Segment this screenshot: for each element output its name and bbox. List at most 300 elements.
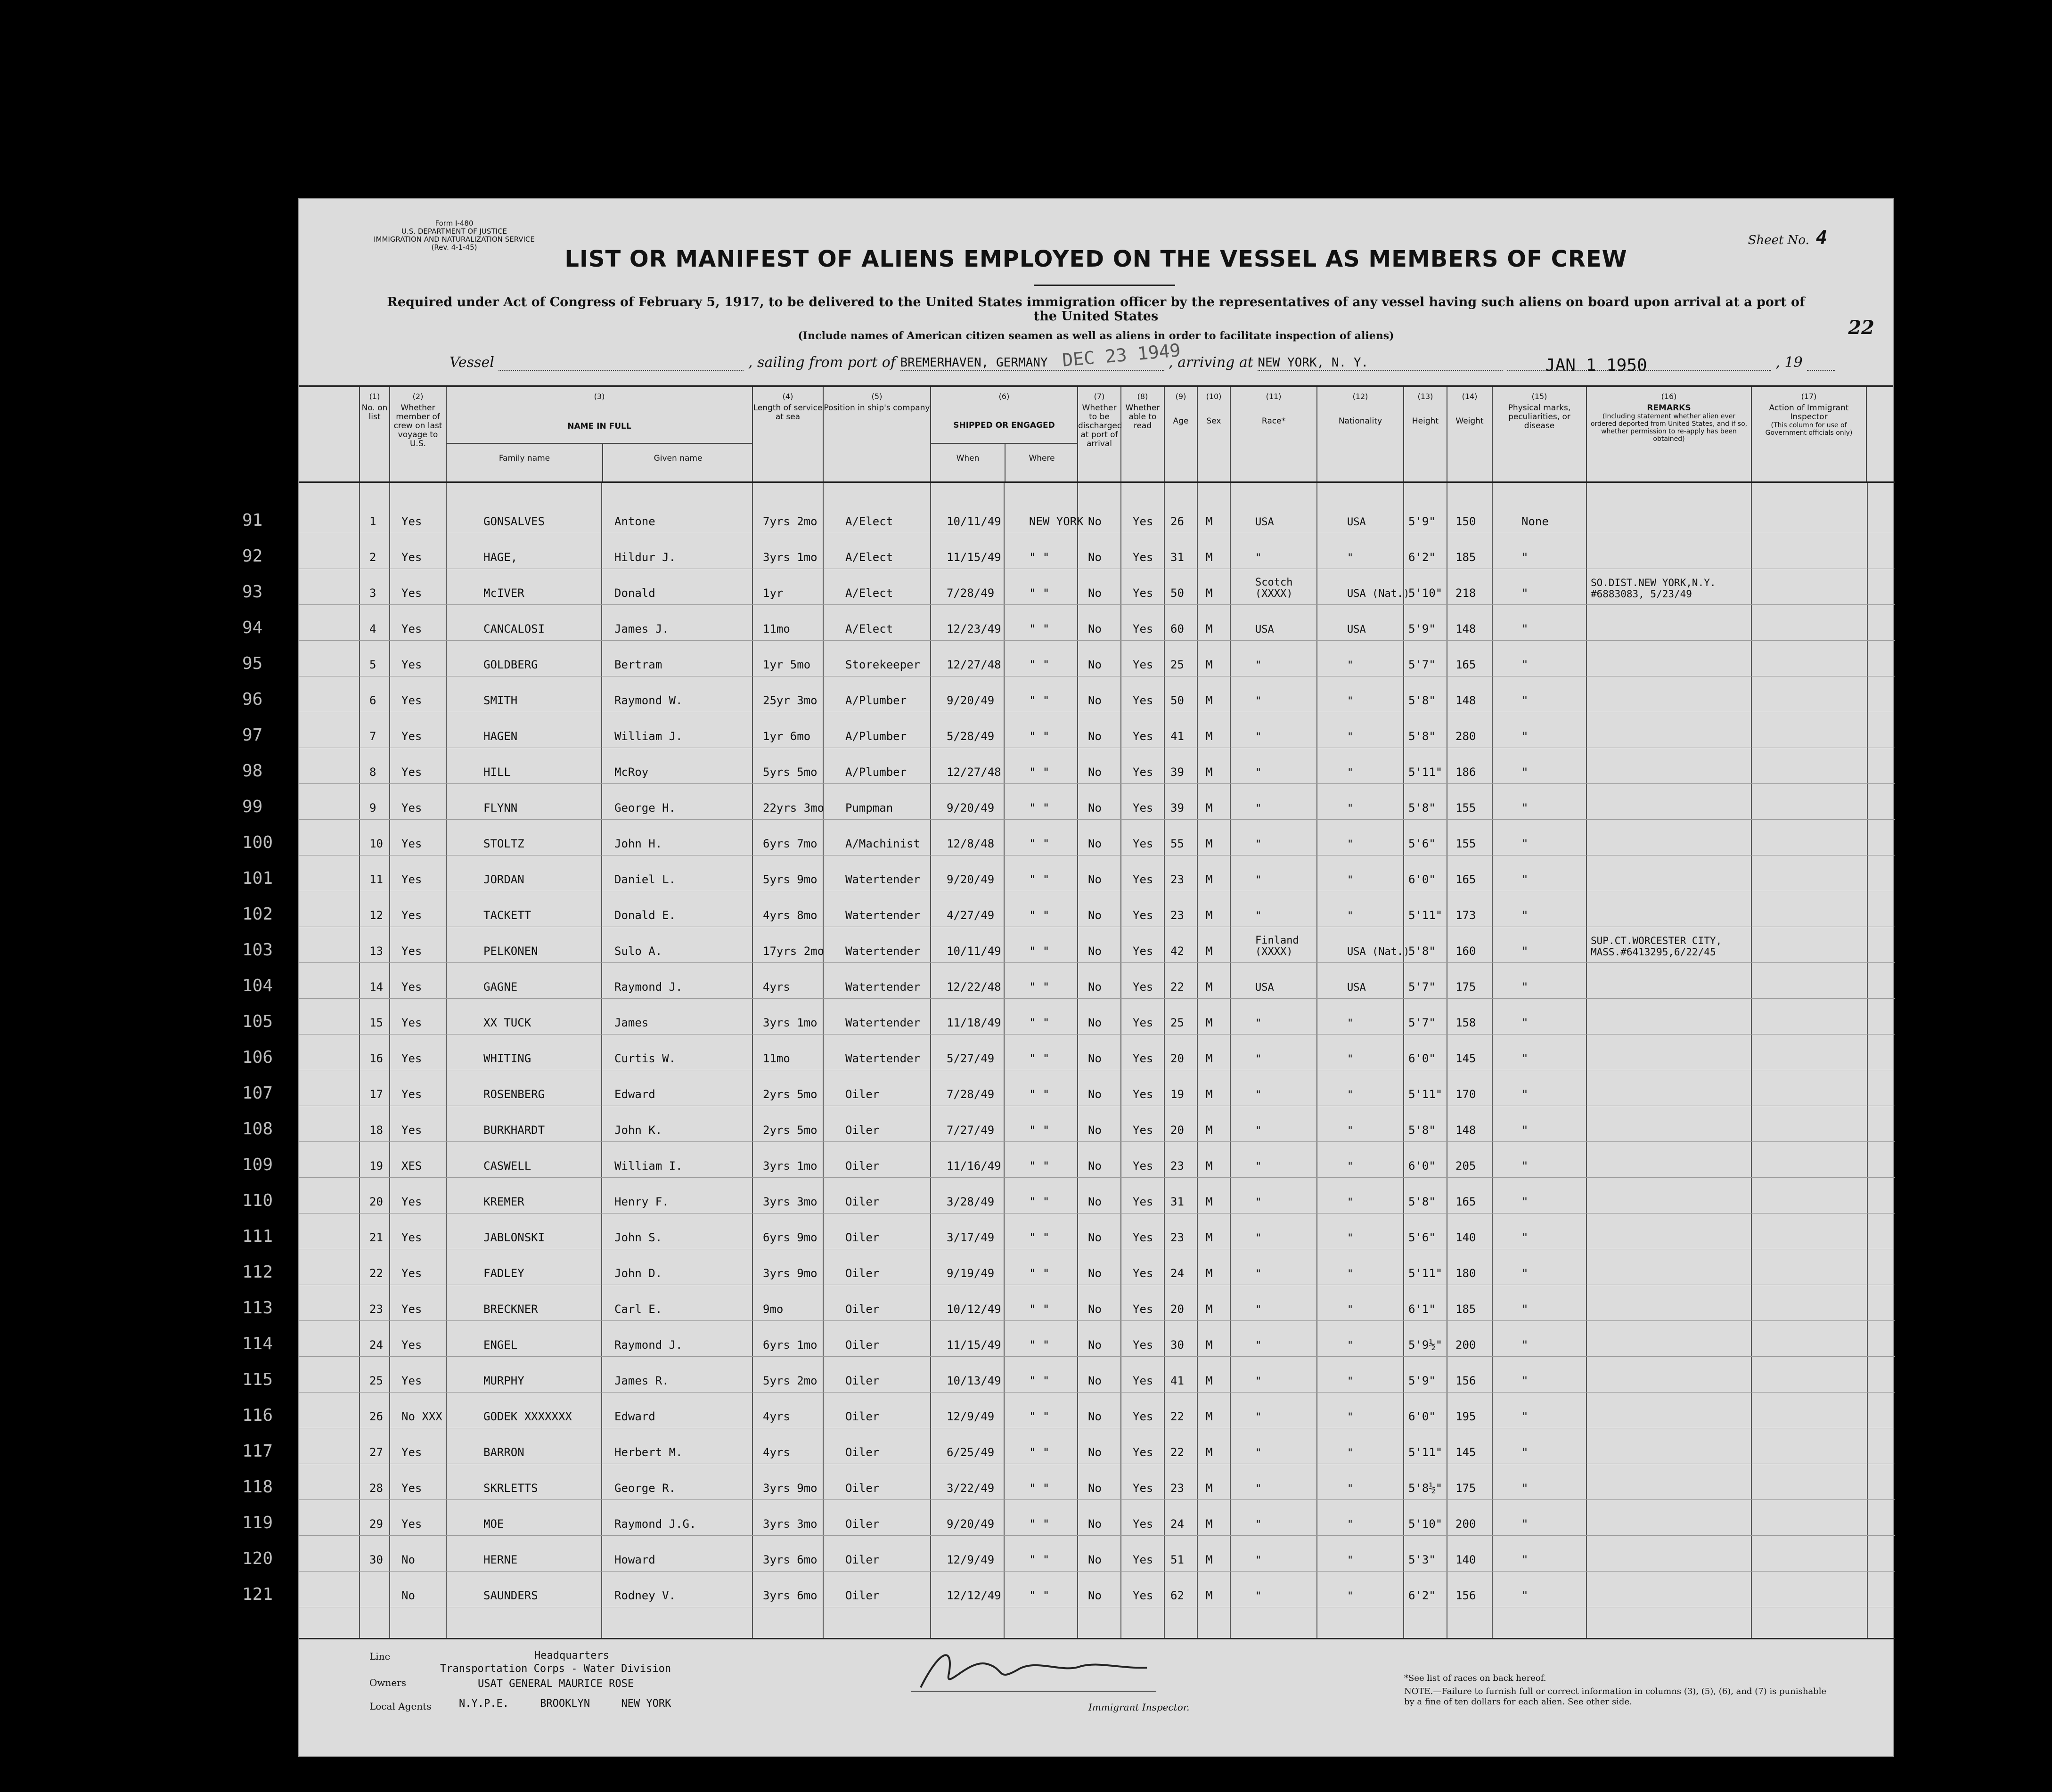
cell-no: 27	[369, 1446, 383, 1459]
header-number: (2)	[412, 392, 424, 401]
cell-height: 5'7"	[1408, 980, 1436, 994]
cell-weight: 173	[1455, 909, 1476, 922]
cell-nat: "	[1347, 1555, 1354, 1566]
cell-sex: M	[1206, 945, 1213, 958]
cell-weight: 155	[1455, 837, 1476, 850]
cell-given: James R.	[614, 1374, 669, 1387]
cell-position: A/Elect	[845, 515, 893, 528]
cell-no: 1	[369, 515, 376, 528]
cell-sex: M	[1206, 1410, 1213, 1423]
line-number: 94	[242, 618, 263, 637]
cell-read: Yes	[1133, 1338, 1153, 1352]
cell-family: BRECKNER	[483, 1303, 538, 1316]
cell-no: 23	[369, 1303, 383, 1316]
table-header	[299, 387, 1895, 481]
cell-height: 6'2"	[1408, 551, 1436, 564]
cell-family: HAGE,	[483, 551, 518, 564]
cell-nat: USA	[1347, 516, 1366, 528]
cell-sex: M	[1206, 1517, 1213, 1531]
cell-given: George H.	[614, 801, 676, 815]
cell-race: "	[1255, 1340, 1262, 1352]
table-row	[242, 1106, 1895, 1142]
cell-marks: "	[1521, 1088, 1529, 1101]
cell-age: 24	[1170, 1517, 1184, 1531]
cell-crew: Yes	[401, 801, 422, 815]
cell-read: Yes	[1133, 1159, 1153, 1173]
header-weight	[1447, 387, 1492, 481]
cell-disch: No	[1088, 1517, 1102, 1531]
cell-height: 6'2"	[1408, 1589, 1436, 1602]
cell-race: "	[1255, 1053, 1262, 1065]
header-given-name: Given name	[602, 443, 753, 481]
line-number: 115	[242, 1370, 273, 1389]
header-label: Sex	[1206, 416, 1221, 426]
header-label: REMARKS	[1647, 403, 1691, 413]
cell-when: 5/27/49	[947, 1052, 995, 1065]
cell-age: 24	[1170, 1267, 1184, 1280]
cell-when: 10/12/49	[947, 1303, 1001, 1316]
cell-crew: Yes	[401, 1374, 422, 1387]
cell-read: Yes	[1133, 694, 1153, 707]
cell-given: John K.	[614, 1124, 662, 1137]
cell-crew: Yes	[401, 1517, 422, 1531]
cell-when: 3/22/49	[947, 1482, 995, 1495]
table-row	[242, 1428, 1895, 1464]
table-row	[242, 1213, 1895, 1249]
header-number: (4)	[782, 392, 793, 401]
cell-race: USA	[1255, 516, 1274, 528]
cell-disch: No	[1088, 694, 1102, 707]
cell-read: Yes	[1133, 730, 1153, 743]
header-number: (8)	[1137, 392, 1148, 401]
cell-no: 13	[369, 945, 383, 958]
cell-no: 19	[369, 1159, 383, 1173]
cell-when: 9/20/49	[947, 801, 995, 815]
cell-race: "	[1255, 1376, 1262, 1387]
cell-height: 5'8½"	[1408, 1482, 1443, 1495]
cell-position: Oiler	[845, 1410, 880, 1423]
cell-read: Yes	[1133, 1052, 1153, 1065]
year-field	[1807, 356, 1835, 371]
cell-age: 39	[1170, 766, 1184, 779]
cell-disch: No	[1088, 1446, 1102, 1459]
header-family-name: Family name	[447, 443, 602, 481]
cell-service: 3yrs 3mo	[763, 1517, 818, 1531]
cell-crew: XES	[401, 1159, 422, 1173]
cell-age: 31	[1170, 1195, 1184, 1208]
header-number: (9)	[1175, 392, 1186, 401]
cell-weight: 156	[1455, 1589, 1476, 1602]
cell-family: SKRLETTS	[483, 1482, 538, 1495]
cell-weight: 155	[1455, 801, 1476, 815]
cell-weight: 148	[1455, 1124, 1476, 1137]
cell-given: Raymond J.	[614, 1338, 683, 1352]
table-row	[242, 783, 1895, 820]
line-number: 106	[242, 1048, 273, 1067]
cell-crew: Yes	[401, 1124, 422, 1137]
table-row	[242, 998, 1895, 1034]
cell-where: " "	[1029, 694, 1050, 707]
cell-age: 22	[1170, 980, 1184, 994]
cell-position: Watertender	[845, 980, 920, 994]
header-label: Physical marks, peculiarities, or disease	[1508, 403, 1571, 431]
cell-marks: "	[1521, 909, 1529, 922]
cell-nat: "	[1347, 1590, 1354, 1602]
cell-when: 11/15/49	[947, 551, 1001, 564]
cell-position: Watertender	[845, 1016, 920, 1029]
cell-position: Oiler	[845, 1267, 880, 1280]
header-number: (11)	[1266, 392, 1282, 401]
cell-given: Daniel L.	[614, 873, 676, 886]
cell-height: 6'0"	[1408, 873, 1436, 886]
cell-marks: "	[1521, 1517, 1529, 1531]
cell-service: 22yrs 3mo	[763, 801, 825, 815]
cell-service: 5yrs 2mo	[763, 1374, 818, 1387]
cell-marks: None	[1521, 515, 1549, 528]
header-sex	[1197, 387, 1230, 481]
cell-given: Raymond J.	[614, 980, 683, 994]
cell-disch: No	[1088, 1553, 1102, 1566]
cell-disch: No	[1088, 515, 1102, 528]
cell-sex: M	[1206, 1088, 1213, 1101]
cell-where: " "	[1029, 945, 1050, 958]
line-number: 91	[242, 511, 263, 530]
cell-race: "	[1255, 839, 1262, 850]
cell-race: "	[1255, 1232, 1262, 1244]
cell-crew: Yes	[401, 1446, 422, 1459]
cell-where: " "	[1029, 1553, 1050, 1566]
cell-no: 12	[369, 909, 383, 922]
cell-given: James	[614, 1016, 649, 1029]
header-race	[1230, 387, 1316, 481]
cell-sex: M	[1206, 980, 1213, 994]
cell-given: Carl E.	[614, 1303, 662, 1316]
cell-race: "	[1255, 1304, 1262, 1316]
line-number: 111	[242, 1227, 273, 1246]
header-number: (13)	[1417, 392, 1433, 401]
cell-when: 3/28/49	[947, 1195, 995, 1208]
cell-weight: 175	[1455, 980, 1476, 994]
cell-nat: "	[1347, 660, 1354, 671]
cell-service: 5yrs 9mo	[763, 873, 818, 886]
cell-family: TACKETT	[483, 909, 531, 922]
cell-disch: No	[1088, 801, 1102, 815]
cell-marks: "	[1521, 586, 1529, 600]
cell-family: GONSALVES	[483, 515, 545, 528]
header-age	[1164, 387, 1197, 481]
cell-no: 30	[369, 1553, 383, 1566]
cell-where: " "	[1029, 1303, 1050, 1316]
line-number: 112	[242, 1263, 273, 1282]
cell-disch: No	[1088, 1231, 1102, 1244]
cell-sex: M	[1206, 837, 1213, 850]
cell-marks: "	[1521, 873, 1529, 886]
header-shipped-or-engaged	[930, 387, 1077, 481]
table-row	[242, 1141, 1895, 1178]
header-label: Action of Immigrant Inspector	[1769, 403, 1849, 422]
cell-given: Edward	[614, 1410, 655, 1423]
table-row	[242, 640, 1895, 676]
cell-read: Yes	[1133, 622, 1153, 635]
cell-marks: "	[1521, 1446, 1529, 1459]
line-number: 116	[242, 1406, 273, 1425]
cell-nat: "	[1347, 1447, 1354, 1459]
title-underline	[1034, 285, 1175, 286]
cell-given: George R.	[614, 1482, 676, 1495]
header-label: Position in ship's company	[824, 403, 930, 413]
cell-height: 5'10"	[1408, 586, 1443, 600]
cell-marks: "	[1521, 945, 1529, 958]
cell-age: 60	[1170, 622, 1184, 635]
cell-position: A/Plumber	[845, 730, 907, 743]
cell-remarks: SO.DIST.NEW YORK,N.Y. #6883083, 5/23/49	[1591, 577, 1716, 600]
header-height	[1403, 387, 1447, 481]
cell-where: " "	[1029, 1446, 1050, 1459]
cell-sex: M	[1206, 515, 1213, 528]
cell-marks: "	[1521, 1553, 1529, 1566]
cell-family: ROSENBERG	[483, 1088, 545, 1101]
cell-age: 23	[1170, 873, 1184, 886]
line-number: 102	[242, 904, 273, 924]
cell-height: 6'0"	[1408, 1410, 1436, 1423]
handwritten-sheet-mark: 22	[1848, 317, 1874, 339]
cell-family: MURPHY	[483, 1374, 524, 1387]
cell-marks: "	[1521, 1124, 1529, 1137]
line-number: 92	[242, 546, 263, 566]
cell-where: " "	[1029, 1159, 1050, 1173]
line-number: 98	[242, 761, 263, 781]
cell-crew: Yes	[401, 766, 422, 779]
cell-age: 51	[1170, 1553, 1184, 1566]
cell-service: 6yrs 7mo	[763, 837, 818, 850]
cell-weight: 165	[1455, 873, 1476, 886]
cell-sex: M	[1206, 1338, 1213, 1352]
cell-service: 1yr 5mo	[763, 658, 811, 671]
cell-sex: M	[1206, 658, 1213, 671]
cell-family: HILL	[483, 766, 511, 779]
cell-crew: Yes	[401, 1267, 422, 1280]
cell-family: SAUNDERS	[483, 1589, 538, 1602]
cell-disch: No	[1088, 658, 1102, 671]
cell-nat: "	[1347, 767, 1354, 779]
header-position	[823, 387, 930, 481]
cell-no: 29	[369, 1517, 383, 1531]
cell-no: 4	[369, 622, 376, 635]
cell-height: 5'11"	[1408, 909, 1443, 922]
table-row	[242, 1392, 1895, 1428]
cell-marks: "	[1521, 658, 1529, 671]
arriving-label: , arriving at	[1169, 354, 1253, 371]
cell-crew: Yes	[401, 837, 422, 850]
cell-read: Yes	[1133, 1374, 1153, 1387]
cell-age: 41	[1170, 1374, 1184, 1387]
cell-age: 23	[1170, 1159, 1184, 1173]
cell-family: KREMER	[483, 1195, 524, 1208]
cell-race: "	[1255, 910, 1262, 922]
cell-family: FLYNN	[483, 801, 518, 815]
header-able-to-read	[1120, 387, 1164, 481]
cell-when: 12/9/49	[947, 1410, 995, 1423]
cell-no: 26	[369, 1410, 383, 1423]
cell-position: Watertender	[845, 873, 920, 886]
cell-disch: No	[1088, 766, 1102, 779]
cell-read: Yes	[1133, 1589, 1153, 1602]
line-number: 110	[242, 1191, 273, 1210]
table-row	[242, 1499, 1895, 1536]
cell-disch: No	[1088, 1016, 1102, 1029]
cell-position: Oiler	[845, 1124, 880, 1137]
line-number: 99	[242, 797, 263, 816]
cell-nat: "	[1347, 552, 1354, 564]
cell-read: Yes	[1133, 1016, 1153, 1029]
vessel-label: Vessel	[450, 354, 494, 371]
cell-family: FADLEY	[483, 1267, 524, 1280]
line-label: Line	[369, 1651, 391, 1662]
cell-read: Yes	[1133, 1446, 1153, 1459]
cell-sex: M	[1206, 730, 1213, 743]
cell-weight: 140	[1455, 1553, 1476, 1566]
header-crew-last-voyage	[389, 387, 446, 481]
cell-where: " "	[1029, 909, 1050, 922]
cell-nat: "	[1347, 1268, 1354, 1280]
cell-where: " "	[1029, 1482, 1050, 1495]
crew-table-body	[242, 481, 1895, 1639]
cell-weight: 205	[1455, 1159, 1476, 1173]
cell-read: Yes	[1133, 909, 1153, 922]
header-label: Whether able to read	[1125, 403, 1160, 431]
cell-family: ENGEL	[483, 1338, 518, 1352]
cell-marks: "	[1521, 801, 1529, 815]
cell-crew: Yes	[401, 658, 422, 671]
page-subnote: (Include names of American citizen seamen as well as aliens in order to facilitate inspection of aliens)	[798, 330, 1394, 342]
header-label: Race*	[1261, 416, 1286, 426]
cell-weight: 165	[1455, 1195, 1476, 1208]
cell-family: JORDAN	[483, 873, 524, 886]
cell-position: Oiler	[845, 1482, 880, 1495]
cell-no: 15	[369, 1016, 383, 1029]
cell-race: "	[1255, 1125, 1262, 1137]
table-row	[242, 533, 1895, 569]
cell-when: 5/28/49	[947, 730, 995, 743]
cell-where: " "	[1029, 980, 1050, 994]
cell-height: 5'11"	[1408, 1088, 1443, 1101]
cell-weight: 158	[1455, 1016, 1476, 1029]
cell-marks: "	[1521, 1267, 1529, 1280]
cell-disch: No	[1088, 586, 1102, 600]
cell-read: Yes	[1133, 1303, 1153, 1316]
cell-weight: 165	[1455, 658, 1476, 671]
cell-service: 5yrs 5mo	[763, 766, 818, 779]
cell-where: " "	[1029, 586, 1050, 600]
table-row	[242, 1070, 1895, 1106]
header-number: (5)	[871, 392, 883, 401]
cell-marks: "	[1521, 1410, 1529, 1423]
header-length-of-service	[752, 387, 823, 481]
cell-given: Bertram	[614, 658, 662, 671]
cell-no: 7	[369, 730, 376, 743]
cell-crew: No XXX	[401, 1410, 442, 1423]
table-row	[242, 927, 1895, 963]
cell-nat: "	[1347, 1053, 1354, 1065]
cell-no: 10	[369, 837, 383, 850]
cell-sex: M	[1206, 1052, 1213, 1065]
cell-no: 18	[369, 1124, 383, 1137]
cell-disch: No	[1088, 1482, 1102, 1495]
cell-marks: "	[1521, 1231, 1529, 1244]
cell-race: Scotch (XXXX)	[1255, 577, 1293, 600]
cell-where: " "	[1029, 1052, 1050, 1065]
cell-when: 6/25/49	[947, 1446, 995, 1459]
cell-crew: Yes	[401, 551, 422, 564]
cell-race: "	[1255, 731, 1262, 743]
cell-where: " "	[1029, 1016, 1050, 1029]
cell-service: 11mo	[763, 622, 790, 635]
cell-height: 5'8"	[1408, 694, 1436, 707]
cell-sex: M	[1206, 1267, 1213, 1280]
cell-nat: "	[1347, 1519, 1354, 1531]
cell-family: HERNE	[483, 1553, 518, 1566]
cell-age: 25	[1170, 658, 1184, 671]
cell-given: William J.	[614, 730, 683, 743]
cell-when: 9/20/49	[947, 873, 995, 886]
cell-race: Finland (XXXX)	[1255, 935, 1299, 958]
cell-service: 2yrs 5mo	[763, 1124, 818, 1137]
table-row	[242, 569, 1895, 605]
cell-given: Edward	[614, 1088, 655, 1101]
cell-no: 2	[369, 551, 376, 564]
header-label: NAME IN FULL	[567, 422, 631, 431]
header-number: (6)	[998, 392, 1010, 401]
cell-where: " "	[1029, 1231, 1050, 1244]
cell-position: Oiler	[845, 1553, 880, 1566]
cell-given: Curtis W.	[614, 1052, 676, 1065]
cell-when: 7/28/49	[947, 1088, 995, 1101]
cell-where: " "	[1029, 873, 1050, 886]
line-number: 104	[242, 976, 273, 995]
cell-disch: No	[1088, 1303, 1102, 1316]
cell-sex: M	[1206, 586, 1213, 600]
cell-nat: "	[1347, 1161, 1354, 1173]
cell-disch: No	[1088, 1195, 1102, 1208]
cell-crew: Yes	[401, 586, 422, 600]
cell-crew: No	[401, 1589, 415, 1602]
cell-position: Oiler	[845, 1338, 880, 1352]
header-remarks	[1586, 387, 1751, 481]
cell-nat: "	[1347, 1089, 1354, 1101]
cell-age: 20	[1170, 1303, 1184, 1316]
header-label: Age	[1173, 416, 1189, 426]
cell-height: 5'8"	[1408, 730, 1436, 743]
cell-position: Oiler	[845, 1195, 880, 1208]
header-number: (3)	[594, 392, 605, 401]
cell-race: "	[1255, 767, 1262, 779]
cell-when: 9/20/49	[947, 1517, 995, 1531]
cell-service: 3yrs 1mo	[763, 551, 818, 564]
penalty-note: NOTE.—Failure to furnish full or correct information in columns (3), (5), (6), and (7) is punishable by a fine of ten dollars for each alien. See other side.	[1404, 1686, 1827, 1707]
cell-race: "	[1255, 1197, 1262, 1208]
cell-weight: 148	[1455, 622, 1476, 635]
cell-sex: M	[1206, 1231, 1213, 1244]
line-number: 108	[242, 1119, 273, 1139]
header-number: (15)	[1531, 392, 1547, 401]
cell-age: 20	[1170, 1052, 1184, 1065]
header-number: (14)	[1462, 392, 1478, 401]
cell-position: Oiler	[845, 1088, 880, 1101]
cell-given: Donald	[614, 586, 655, 600]
line-number: 109	[242, 1155, 273, 1174]
line-number: 101	[242, 869, 273, 888]
cell-no: 20	[369, 1195, 383, 1208]
